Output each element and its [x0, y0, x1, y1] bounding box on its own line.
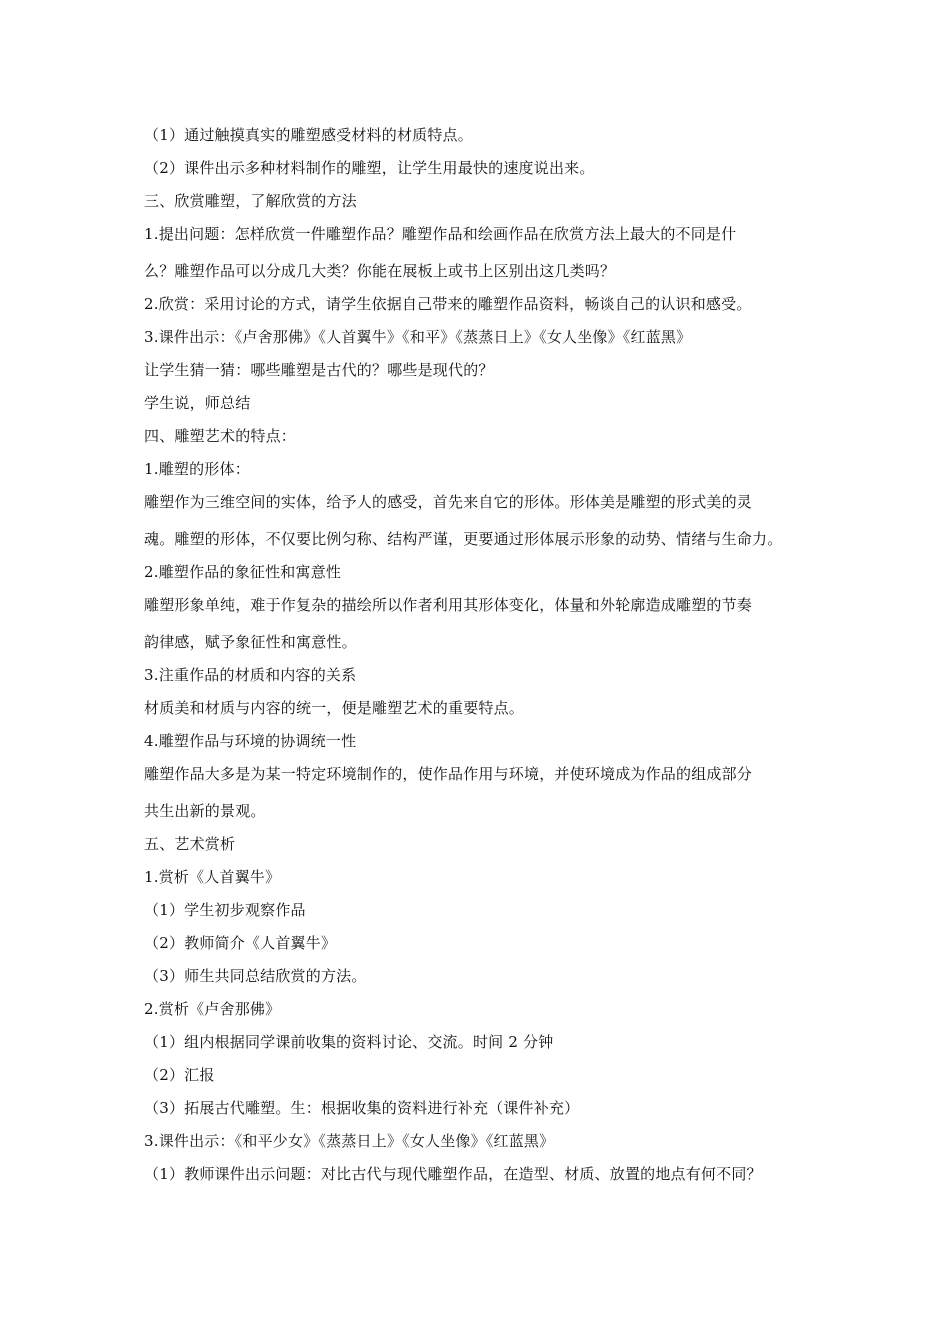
- subheading: 1.赏析《人首翼牛》: [144, 868, 281, 886]
- text-line: 么？雕塑作品可以分成几大类？你能在展板上或书上区别出这几类吗？: [144, 262, 616, 280]
- text-line: （2）教师简介《人首翼牛》: [144, 934, 337, 952]
- text-line: 1.提出问题：怎样欣赏一件雕塑作品？雕塑作品和绘画作品在欣赏方法上最大的不同是什: [144, 225, 737, 243]
- text-line: 雕塑形象单纯，难于作复杂的描绘所以作者利用其形体变化，体量和外轮廓造成雕塑的节奏: [144, 596, 753, 614]
- text-line: （2）课件出示多种材料制作的雕塑，让学生用最快的速度说出来。: [144, 159, 595, 177]
- text-line: 3.课件出示：《和平少女》《蒸蒸日上》《女人坐像》《红蓝黑》: [144, 1132, 555, 1150]
- text-line: 材质美和材质与内容的统一，便是雕塑艺术的重要特点。: [144, 699, 525, 717]
- text-line: 雕塑作为三维空间的实体，给予人的感受，首先来自它的形体。形体美是雕塑的形式美的灵: [144, 493, 753, 511]
- text-line: （3）师生共同总结欣赏的方法。: [144, 967, 367, 985]
- text-line: （1）通过触摸真实的雕塑感受材料的材质特点。: [144, 126, 473, 144]
- section-heading: 五、艺术赏析: [144, 835, 236, 853]
- text-line: （1）学生初步观察作品: [144, 901, 306, 919]
- section-heading: 三、欣赏雕塑，了解欣赏的方法: [144, 192, 357, 210]
- text-line: 雕塑作品大多是为某一特定环境制作的，使作品作用与环境，并使环境成为作品的组成部分: [144, 765, 753, 783]
- text-line: （1）组内根据同学课前收集的资料讨论、交流。时间 2 分钟: [144, 1033, 554, 1051]
- text-line: 3.课件出示：《卢舍那佛》《人首翼牛》《和平》《蒸蒸日上》《女人坐像》《红蓝黑》: [144, 328, 692, 346]
- text-line: 韵律感，赋予象征性和寓意性。: [144, 633, 357, 651]
- text-line: （3）拓展古代雕塑。生：根据收集的资料进行补充（课件补充）: [144, 1099, 580, 1117]
- subheading: 3.注重作品的材质和内容的关系: [144, 666, 357, 684]
- text-line: 学生说，师总结: [144, 394, 251, 412]
- text-line: 让学生猜一猜：哪些雕塑是古代的？哪些是现代的？: [144, 361, 494, 379]
- subheading: 2.雕塑作品的象征性和寓意性: [144, 563, 342, 581]
- subheading: 1.雕塑的形体：: [144, 460, 250, 478]
- section-heading: 四、雕塑艺术的特点：: [144, 427, 297, 445]
- text-line: （2）汇报: [144, 1066, 215, 1084]
- text-line: 共生出新的景观。: [144, 802, 266, 820]
- text-line: 2.欣赏：采用讨论的方式，请学生依据自己带来的雕塑作品资料，畅谈自己的认识和感受。: [144, 295, 752, 313]
- text-line: 魂。雕塑的形体，不仅要比例匀称、结构严谨，更要通过形体展示形象的动势、情绪与生命力。: [144, 530, 783, 548]
- document-body: [144, 124, 814, 1185]
- text-line: （1）教师课件出示问题：对比古代与现代雕塑作品，在造型、材质、放置的地点有何不同？: [144, 1165, 762, 1183]
- subheading: 2.赏析《卢舍那佛》: [144, 1000, 281, 1018]
- subheading: 4.雕塑作品与环境的协调统一性: [144, 732, 357, 750]
